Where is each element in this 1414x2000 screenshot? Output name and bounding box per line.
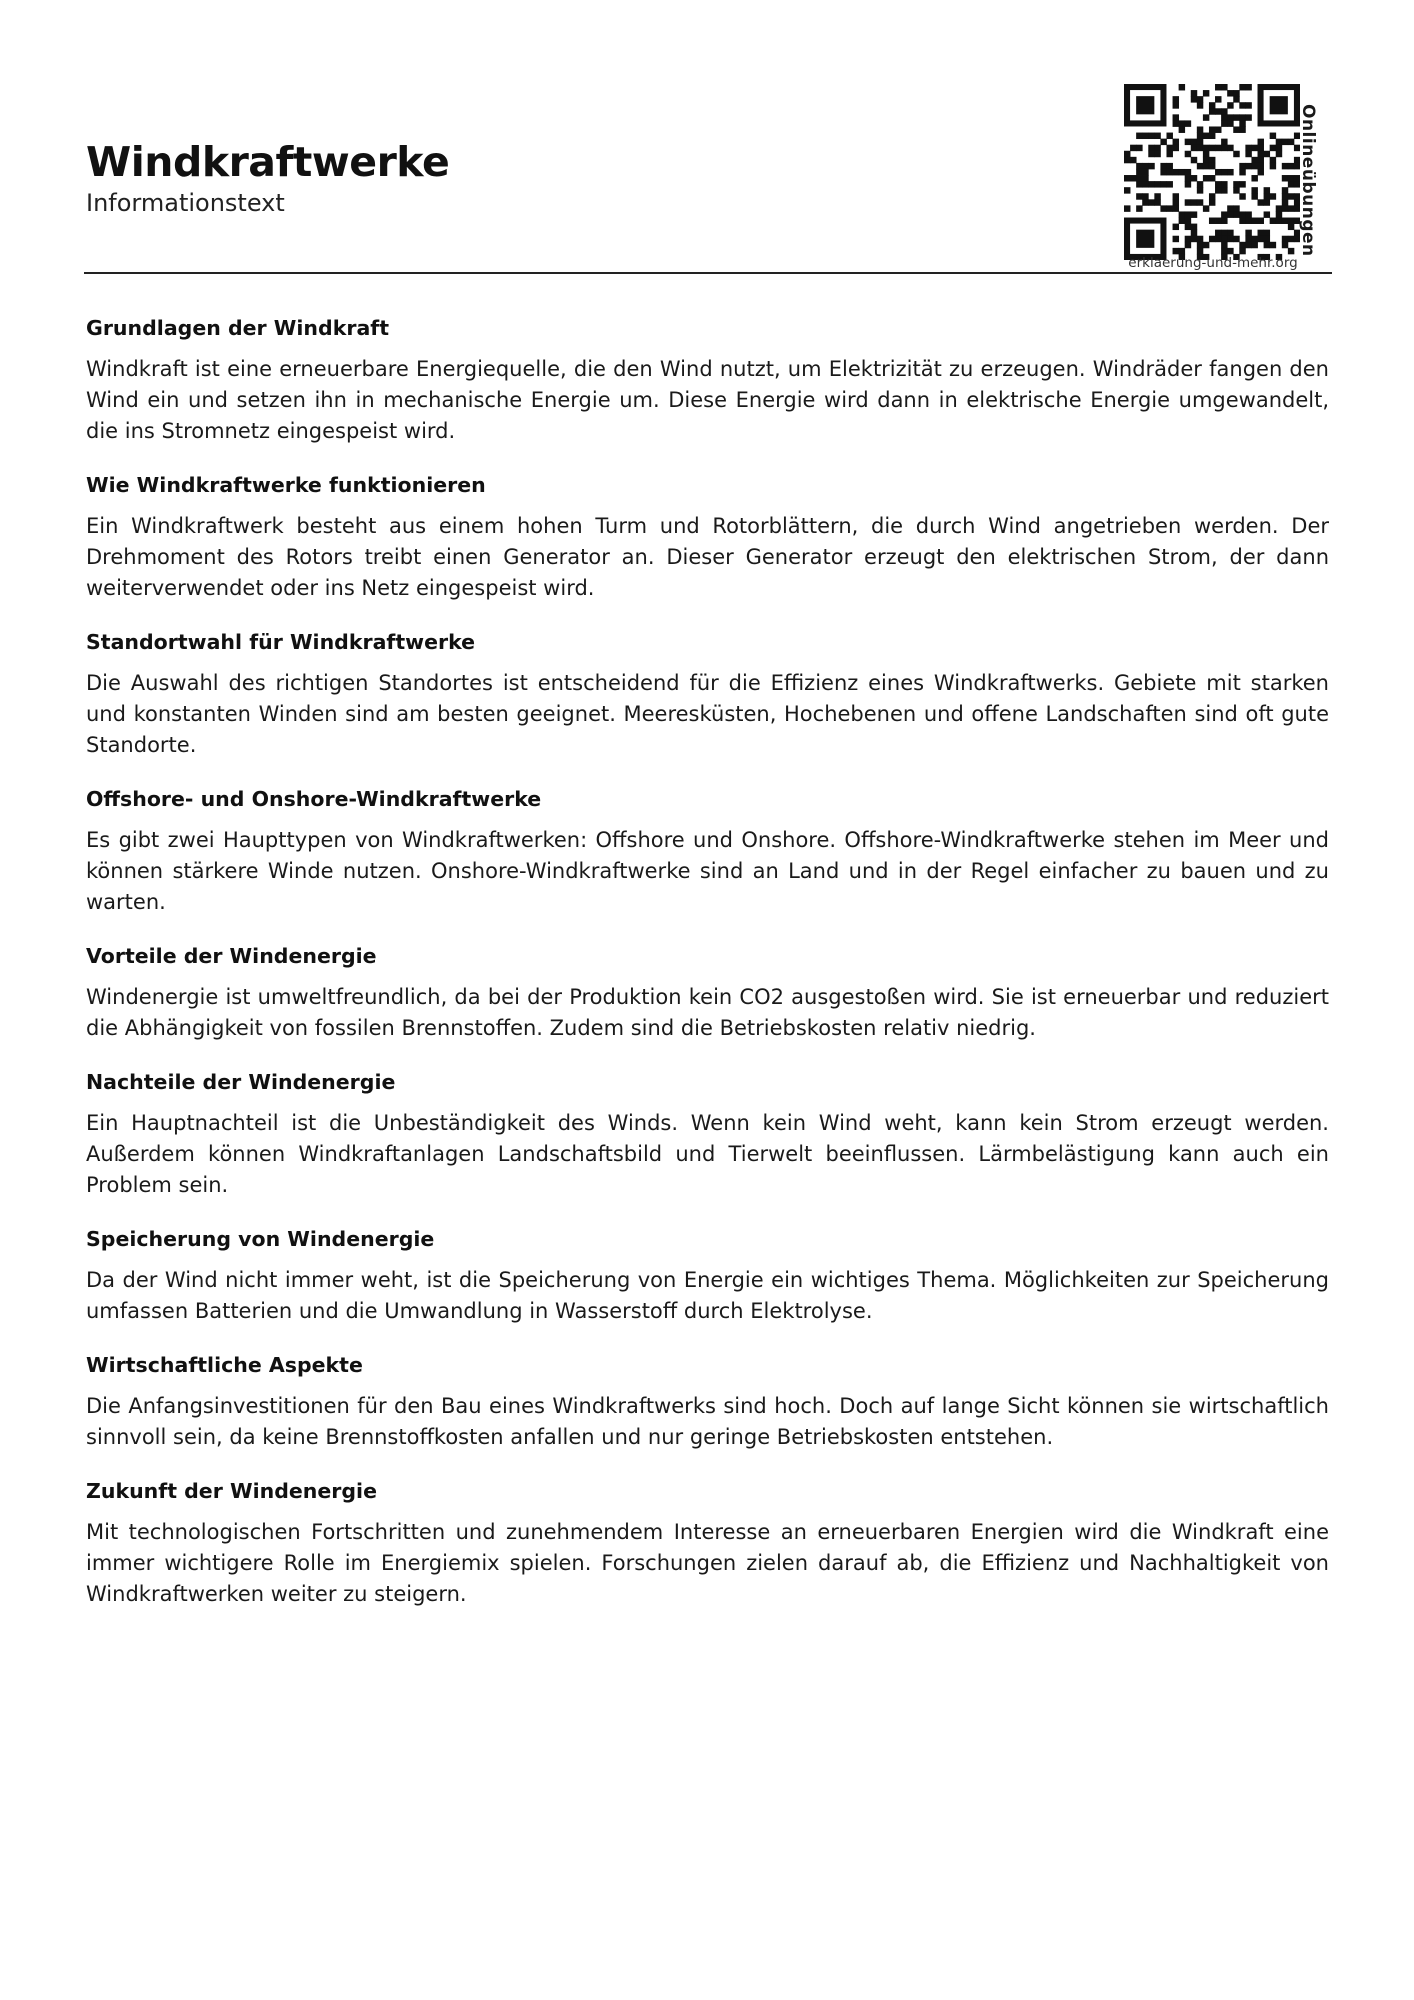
- section-heading: Speicherung von Windenergie: [86, 1227, 435, 1251]
- section-heading: Vorteile der Windenergie: [86, 944, 377, 968]
- section-paragraph: Ein Hauptnachteil ist die Unbeständigkeit des Winds. Wenn kein Wind weht, kann kein Strom erzeugt werden. Außerdem können Windkraftanlagen Landschaftsbild und Tierwelt beeinflussen. Lärmbelästigung kann auch ein Problem sein.: [86, 1111, 1329, 1197]
- page-header: [86, 136, 449, 218]
- section-paragraph: Mit technologischen Fortschritten und zunehmendem Interesse an erneuerbaren Energien wird die Windkraft eine immer wichtigere Rolle im Energiemix spielen. Forschungen zielen darauf ab, die Effizienz und Nachhaltigkeit von Windkraftwerken weiter zu steigern.: [86, 1520, 1329, 1606]
- section: [86, 785, 1329, 918]
- section: [86, 942, 1329, 1044]
- page-subtitle: Informationstext: [86, 189, 285, 217]
- section: [86, 314, 1329, 447]
- section-paragraph: Die Anfangsinvestitionen für den Bau eines Windkraftwerks sind hoch. Doch auf lange Sicht können sie wirtschaftlich sinnvoll sein, da keine Brennstoffkosten anfallen und nur geringe Betriebskosten entstehen.: [86, 1394, 1329, 1449]
- section-paragraph: Windenergie ist umweltfreundlich, da bei der Produktion kein CO2 ausgestoßen wird. Sie ist erneuerbar und reduziert die Abhängigkeit von fossilen Brennstoffen. Zudem sind die Betriebskosten relativ niedrig.: [86, 985, 1329, 1040]
- section-heading: Grundlagen der Windkraft: [86, 316, 389, 340]
- section-paragraph: Ein Windkraftwerk besteht aus einem hohen Turm und Rotorblättern, die durch Wind angetrieben werden. Der Drehmoment des Rotors treibt einen Generator an. Dieser Generator erzeugt den elektrischen Strom, der dann weiterverwendet oder ins Netz eingespeist wird.: [86, 514, 1329, 600]
- section: [86, 471, 1329, 604]
- qr-code-icon[interactable]: [1124, 84, 1300, 260]
- section-paragraph: Windkraft ist eine erneuerbare Energiequelle, die den Wind nutzt, um Elektrizität zu erzeugen. Windräder fangen den Wind ein und setzen ihn in mechanische Energie um. Diese Energie wird dann in elektrische Energie umgewandelt, die ins Stromnetz eingespeist wird.: [86, 357, 1329, 443]
- section-heading: Zukunft der Windenergie: [86, 1479, 377, 1503]
- section-heading: Nachteile der Windenergie: [86, 1070, 396, 1094]
- section-heading: Standortwahl für Windkraftwerke: [86, 630, 476, 654]
- info-text-body: [86, 314, 1329, 1634]
- page-title: Windkraftwerke: [86, 138, 450, 186]
- section-paragraph: Da der Wind nicht immer weht, ist die Speicherung von Energie ein wichtiges Thema. Möglichkeiten zur Speicherung umfassen Batterien und die Umwandlung in Wasserstoff durch Elektrolyse.: [86, 1268, 1329, 1323]
- section-heading: Wirtschaftliche Aspekte: [86, 1353, 363, 1377]
- section-paragraph: Die Auswahl des richtigen Standortes ist entscheidend für die Effizienz eines Windkraftwerks. Gebiete mit starken und konstanten Winden sind am besten geeignet. Meeresküsten, Hochebenen und offene Landschaften sind oft gute Standorte.: [86, 671, 1329, 757]
- section: [86, 628, 1329, 761]
- online-exercises-label: Onlineübungen: [1298, 104, 1318, 257]
- section-heading: Wie Windkraftwerke funktionieren: [86, 473, 486, 497]
- section: [86, 1351, 1329, 1453]
- section: [86, 1477, 1329, 1610]
- section-heading: Offshore- und Onshore-Windkraftwerke: [86, 787, 542, 811]
- section-paragraph: Es gibt zwei Haupttypen von Windkraftwerken: Offshore und Onshore. Offshore-Windkraftwerke stehen im Meer und können stärkere Winde nutzen. Onshore-Windkraftwerke sind an Land und in der Regel einfacher zu bauen und zu warten.: [86, 828, 1329, 914]
- section: [86, 1068, 1329, 1201]
- site-url-link[interactable]: erklaerung-und-mehr.org: [1128, 255, 1298, 271]
- header-divider: [84, 272, 1332, 274]
- section: [86, 1225, 1329, 1327]
